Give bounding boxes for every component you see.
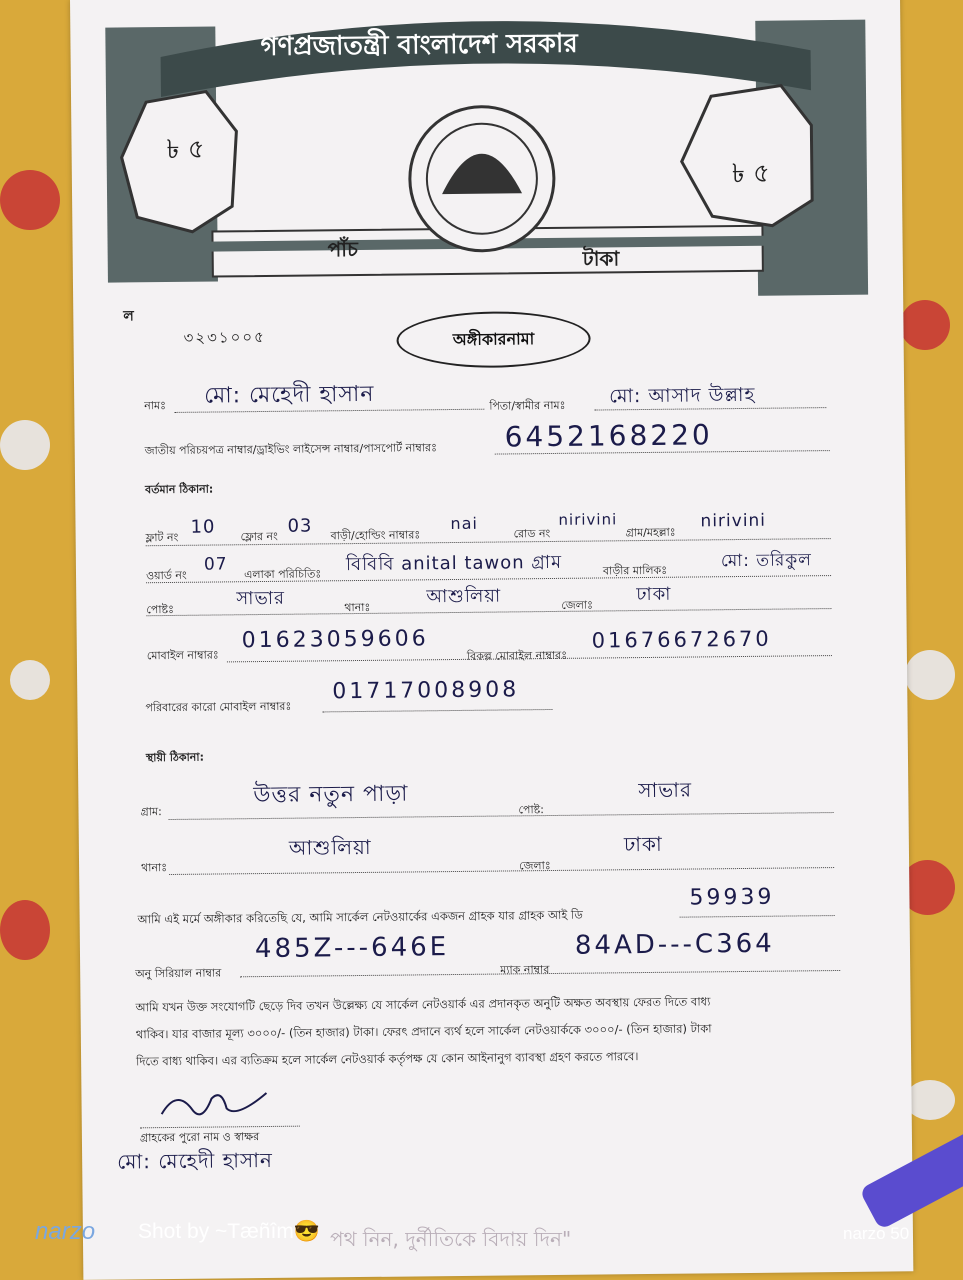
name-value: মো: মেহেদী হাসান <box>204 381 375 409</box>
name-label: নামঃ <box>144 399 167 413</box>
serial-number: ৩২৩১০০৫ <box>183 327 266 347</box>
stamp-word-right: টাকা <box>582 246 620 271</box>
mobile-value: 01623059606 <box>241 626 429 654</box>
p-district-value: ঢাকা <box>623 831 663 857</box>
house-value: nai <box>450 513 478 534</box>
alt-mobile-label: বিকল্প মোবাইল নাম্বারঃ <box>466 648 568 663</box>
owner-label: বাড়ীর মালিকঃ <box>602 563 668 578</box>
flat-value: 10 <box>190 516 216 538</box>
stamp-paper <box>70 0 913 1280</box>
declaration-label: আমি এই মর্মে অঙ্গীকার করিতেছি যে, আমি সার্কেল নেটওয়ার্কের একজন গ্রাহক যার গ্রাহক আই ডি <box>137 907 583 927</box>
stamp-value-left: ৳ ৫ <box>166 134 205 165</box>
onu-label: অনু সিরিয়াল নাম্বার <box>135 966 222 981</box>
p-post-value: সাভার <box>638 777 693 803</box>
p-thana-label: থানাঃ <box>141 861 168 875</box>
floor-label: ফ্লোর নং <box>240 529 278 544</box>
thana-value: আশুলিয়া <box>426 585 502 608</box>
p-thana-value: আশুলিয়া <box>288 834 372 860</box>
post-value: সাভার <box>236 587 286 610</box>
district-value: ঢাকা <box>636 583 672 606</box>
floor-value: 03 <box>287 515 313 537</box>
post-label: পোষ্টঃ <box>146 602 175 617</box>
nid-value: 6452168220 <box>504 418 713 454</box>
house-label: বাড়ী/হোল্ডিং নাম্বারঃ <box>330 528 421 543</box>
nid-label: জাতীয় পরিচয়পত্র নাম্বার/ড্রাইভিং লাইসেন্স নাম্বার/পাসপোর্ট নাম্বারঃ <box>144 441 438 458</box>
family-mobile-value: 01717008908 <box>332 677 520 705</box>
stamp-header: গণপ্রজাতন্ত্রী বাংলাদেশ সরকার <box>260 28 578 63</box>
watermark-model: narzo 50 <box>843 1224 910 1243</box>
district-label: জেলাঃ <box>561 598 593 612</box>
document-title: অঙ্গীকারনামা <box>396 311 591 369</box>
alt-mobile-value: 01676672670 <box>591 626 772 653</box>
terms-line-2: থাকিব। যার বাজার মূল্য ৩০০০/- (তিন হাজার) টাকা। ফেরৎ প্রদানে ব্যর্থ হলে সার্কেল নেটওয়ার্ককে ৩০০০/- (তিন হাজার) টাকা <box>135 1021 712 1042</box>
footer-slogan: পথ নিন, দুর্নীতিকে বিদায় দিন" <box>330 1227 572 1251</box>
p-village-label: গ্রাম: <box>140 805 162 819</box>
mac-value: 84AD---C364 <box>574 928 775 961</box>
road-value: nirivini <box>558 510 618 529</box>
signature-name: মো: মেহেদী হাসান <box>117 1147 274 1174</box>
stamp-word-left: পাঁচ <box>327 237 358 262</box>
onu-value: 485Z---646E <box>254 932 450 965</box>
customer-id-value: 59939 <box>689 884 775 911</box>
watermark-brand: narzo <box>35 1218 96 1245</box>
ward-value: 07 <box>203 554 228 575</box>
watermark-shot-by: Shot by ~Tæñîm😎 <box>138 1220 320 1243</box>
area-label: এলাকা পরিচিতিঃ <box>243 567 322 582</box>
ward-label: ওয়ার্ড নং <box>145 568 187 583</box>
p-village-value: উত্তর নতুন পাড়া <box>253 781 409 809</box>
village-label: গ্রাম/মহল্লাঃ <box>625 525 676 540</box>
father-value: মো: আসাদ উল্লাহ <box>609 383 756 408</box>
p-district-label: জেলাঃ <box>519 859 551 873</box>
family-mobile-label: পরিবারের কারো মোবাইল নাম্বারঃ <box>145 699 292 715</box>
present-address-label: বর্তমান ঠিকানা: <box>145 482 214 497</box>
mobile-label: মোবাইল নাম্বারঃ <box>146 648 219 663</box>
terms-paragraph <box>135 987 836 1075</box>
village-value: nirivini <box>700 510 767 532</box>
signature-label: গ্রাহকের পুরো নাম ও স্বাক্ষর <box>139 1130 260 1145</box>
p-post-label: পোষ্ট: <box>518 803 544 817</box>
flat-label: ফ্লাট নং <box>145 530 179 545</box>
area-value: বিবিবি anital tawon গ্রাম <box>345 551 563 576</box>
road-label: রোড নং <box>513 527 551 541</box>
owner-value: মো: তরিকুল <box>720 550 812 572</box>
mac-label: ম্যাক নাম্বার <box>500 963 550 977</box>
thana-label: থানাঃ <box>344 600 371 615</box>
signature-mark <box>156 1083 276 1129</box>
serial-prefix: ল <box>123 308 134 325</box>
father-label: পিতা/স্বামীর নামঃ <box>489 398 566 413</box>
stamp-value-right: ৳ ৫ <box>731 158 771 190</box>
permanent-address-label: স্থায়ী ঠিকানা: <box>145 750 205 765</box>
terms-line-3: দিতে বাধ্য থাকিব। এর ব্যতিক্রম হলে সার্কেল নেটওয়ার্ক কর্তৃপক্ষ যে কোন আইনানুগ ব্যাবস্থা গ্রহণ করতে পারবে। <box>136 1049 639 1069</box>
terms-line-1: আমি যখন উক্ত সংযোগটি ছেড়ে দিব তখন উল্লেক্ষ্য যে সার্কেল নেটওয়ার্ক এর প্রদানকৃত অনুটি অক্ষত অবস্থায় ফেরত দিতে বাধ্য <box>135 994 711 1015</box>
